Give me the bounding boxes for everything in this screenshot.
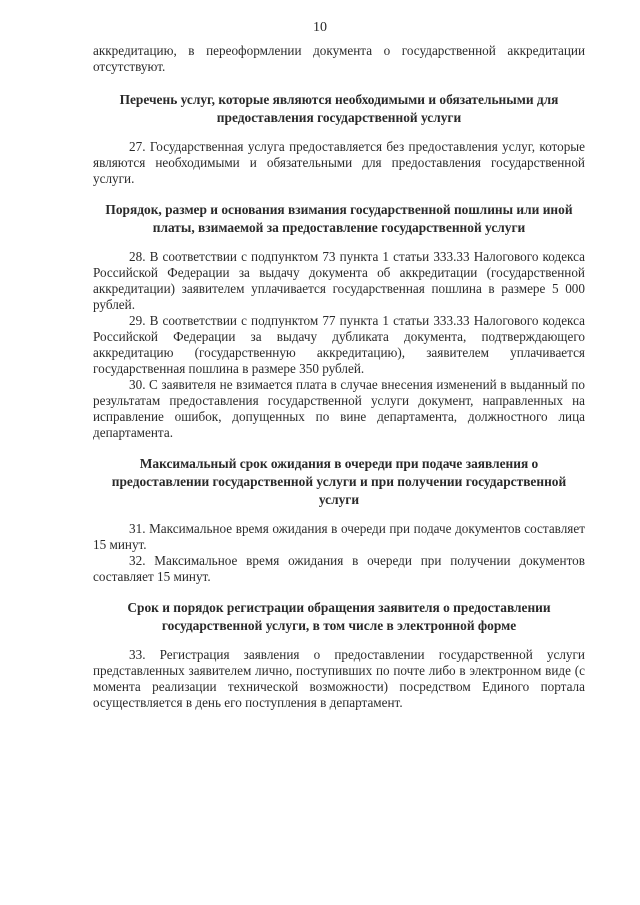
section-heading-queue: Максимальный срок ожидания в очереди при подаче заявления о предоставлении государственной услуги и при получении государственной услуги (111, 456, 567, 507)
paragraph-29: 29. В соответствии с подпунктом 77 пункта 1 статьи 333.33 Налогового кодекса Российской Федерации за выдачу дубликата документа, подтверждающего аккредитацию (государственную аккредитацию), заявителем уплачивается государственная пошлина в размере 350 рублей. (93, 313, 585, 376)
page-number: 10 (313, 20, 327, 35)
section-heading-registration: Срок и порядок регистрации обращения заявителя о предоставлении государственной услуги, в том числе в электронной форме (127, 600, 551, 633)
section-heading-fees: Порядок, размер и основания взимания государственной пошлины или иной платы, взимаемой за предоставление государственной услуги (105, 202, 573, 235)
paragraph-28: 28. В соответствии с подпунктом 73 пункта 1 статьи 333.33 Налогового кодекса Российской Федерации за выдачу документа об аккредитации (государственной аккредитации) заявителем уплачивается государственная пошлина в размере 5 000 рублей. (93, 249, 585, 312)
section-heading-services: Перечень услуг, которые являются необходимыми и обязательными для предоставления государственной услуги (119, 92, 559, 125)
paragraph-33: 33. Регистрация заявления о предоставлении государственной услуги представленных заявителем лично, поступивших по почте либо в электронном виде (с момента реализации технической возможности) посредством Единого портала осуществляется в день его поступления в департамент. (93, 647, 585, 710)
paragraph-32: 32. Максимальное время ожидания в очереди при получении документов составляет 15 минут. (93, 553, 585, 584)
paragraph-27: 27. Государственная услуга предоставляется без предоставления услуг, которые являются необходимыми и обязательными для предоставления государственной услуги. (93, 139, 585, 186)
document-body (93, 43, 585, 711)
paragraph-31: 31. Максимальное время ожидания в очереди при подаче документов составляет 15 минут. (93, 521, 585, 552)
paragraph-30: 30. С заявителя не взимается плата в случае внесения изменений в выданный по результатам предоставления государственной услуги документ, направленных на исправление ошибок, допущенных по вине департамента, должностного лица департамента. (93, 377, 585, 440)
intro-paragraph: аккредитацию, в переоформлении документа о государственной аккредитации отсутствуют. (93, 43, 585, 74)
